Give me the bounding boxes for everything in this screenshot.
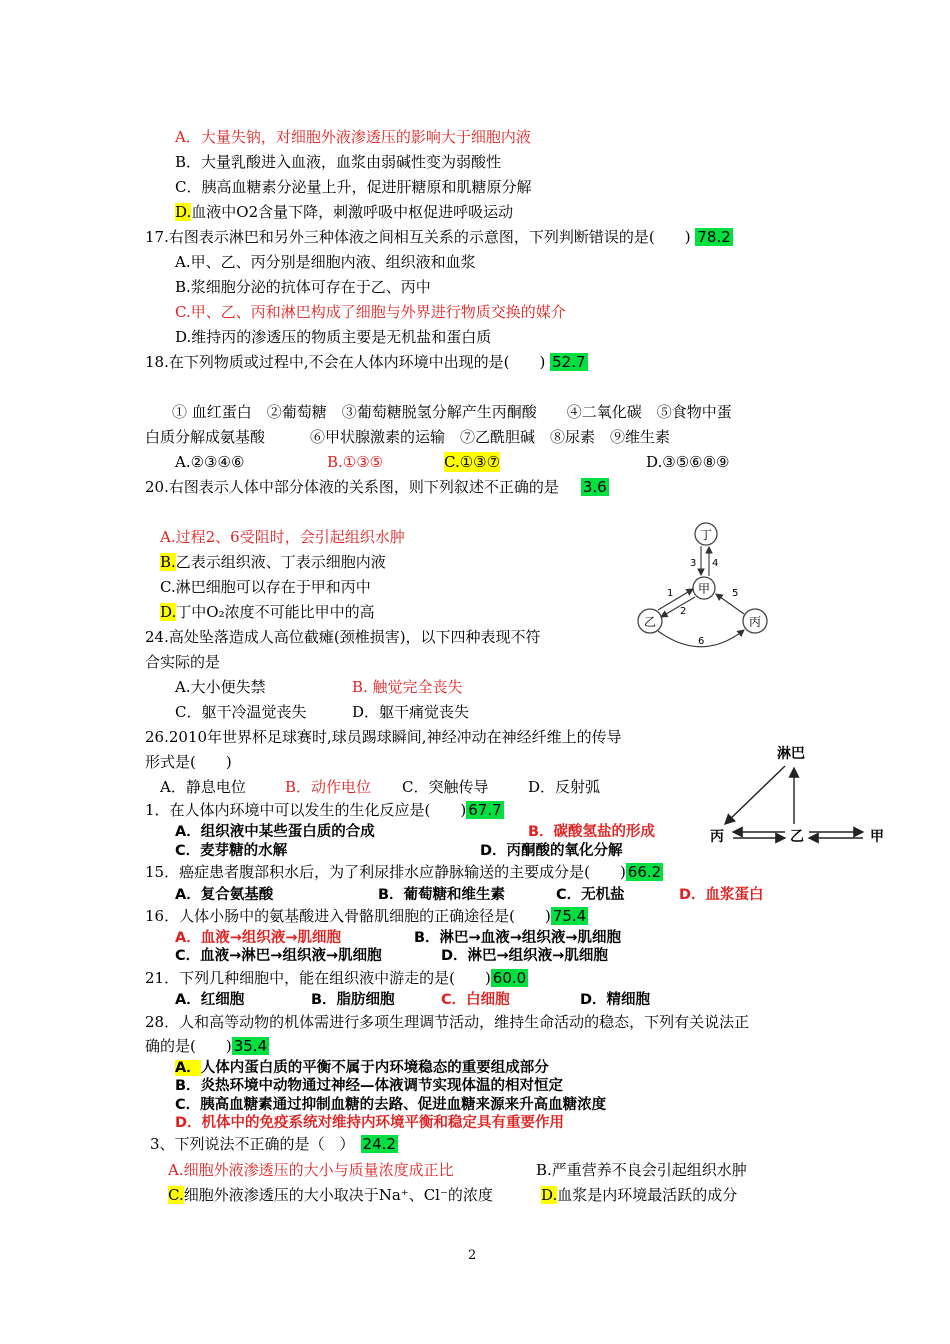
q18-option-b: B.①③⑤: [327, 453, 384, 471]
q3-option-a: A.细胞外液渗透压的大小与质量浓度成正比: [168, 1161, 454, 1179]
q21-stem-text: 21．下列几种细胞中，能在组织液中游走的是( ): [145, 969, 491, 987]
q18-items-line2: 白质分解成氨基酸 ⑥甲状腺激素的运输 ⑦乙酰胆碱 ⑧尿素 ⑨维生素: [145, 428, 671, 446]
q3-score-badge: 24.2: [362, 1135, 396, 1153]
q18-items-line1: ① 血红蛋白 ②葡萄糖 ③葡萄糖脱氢分解产生丙酮酸 ④二氧化碳 ⑤食物中蛋: [172, 403, 732, 421]
q3-option-d-text: 血浆是内环境最活跃的成分: [557, 1186, 738, 1204]
arrow-5: [716, 594, 744, 614]
q26-option-d: D．反射弧: [528, 778, 601, 796]
q3-option-c: [168, 1185, 493, 1205]
node-bing-label: 丙: [748, 615, 762, 629]
q16-option-d: D．淋巴→组织液→肌细胞: [441, 948, 608, 964]
q20-option-a: A.过程2、6受阻时，会引起组织水肿: [160, 528, 405, 546]
q28-stem-line2-text: 确的是( ): [145, 1037, 232, 1055]
q16-option-b: B．淋巴→血液→组织液→肌细胞: [414, 930, 621, 946]
q24-option-a: A.大小便失禁: [175, 678, 266, 696]
q17-stem: [145, 227, 733, 247]
q18-stem: [145, 352, 588, 372]
q28-option-d: D．机体中的免疫系统对维持内环境平衡和稳定具有重要作用: [175, 1115, 565, 1131]
q20-stem: [145, 477, 609, 497]
q18-stem-text: 18.在下列物质或过程中,不会在人体内环境中出现的是( ): [145, 353, 546, 371]
q15-option-d: D．血浆蛋白: [679, 887, 764, 903]
node-bing2-label: 丙: [710, 829, 724, 845]
q15-stem-text: 15．癌症患者腹部积水后，为了利尿排水应静脉输送的主要成分是( ): [145, 863, 626, 881]
q15-stem: [145, 862, 663, 882]
q21-option-b: B．脂肪细胞: [311, 992, 395, 1008]
edge-label-3: 3: [690, 558, 697, 569]
q1-option-a: A．组织液中某些蛋白质的合成: [175, 824, 375, 840]
q16-stem-text: 16．人体小肠中的氨基酸进入骨骼肌细胞的正确途径是( ): [145, 907, 551, 925]
q15-option-b: B．葡萄糖和维生素: [378, 887, 506, 903]
q1-option-d: D．丙酮酸的氧化分解: [480, 843, 623, 859]
body-fluid-diagram: [620, 518, 780, 658]
node-jia2-label: 甲: [870, 829, 884, 845]
q1-option-c: C．麦芽糖的水解: [175, 843, 288, 859]
q28-option-a-letter: A．: [175, 1060, 201, 1076]
q26-option-c: C．突触传导: [402, 778, 489, 796]
q1-stem: [145, 800, 504, 820]
q28-score-badge: 35.4: [233, 1037, 268, 1055]
q3-stem: [150, 1134, 398, 1154]
q20-score-badge: 3.6: [582, 478, 607, 496]
edge-label-4: 4: [712, 558, 719, 569]
q24-option-c: C．躯干冷温觉丧失: [175, 703, 307, 721]
q21-option-c: C．白细胞: [441, 992, 510, 1008]
prev-option-b: B．大量乳酸进入血液，血浆由弱碱性变为弱酸性: [175, 153, 502, 171]
q28-option-b: B．炎热环境中动物通过神经—体液调节实现体温的相对恒定: [175, 1078, 564, 1094]
prev-option-d: [175, 202, 513, 222]
lymph-diagram: [705, 738, 895, 848]
q3-option-d-letter: D.: [541, 1186, 558, 1204]
q18-score-badge: 52.7: [552, 353, 586, 371]
q26-stem-line1: 26.2010年世界杯足球赛时,球员踢球瞬间,神经冲动在神经纤维上的传导: [145, 728, 622, 746]
q3-option-c-letter: C.: [168, 1186, 184, 1204]
q21-stem: [145, 968, 528, 988]
q20-option-d: [160, 602, 375, 622]
node-ding-label: 丁: [699, 528, 713, 542]
q20-option-c: C.淋巴细胞可以存在于甲和丙中: [160, 578, 371, 596]
q17-option-a: A.甲、乙、丙分别是细胞内液、组织液和血浆: [175, 253, 476, 271]
q16-stem: [145, 906, 588, 926]
q26-option-b: B．动作电位: [285, 778, 372, 796]
q20-option-b-text: 乙表示组织液、丁表示细胞内液: [175, 553, 386, 571]
q20-stem-text: 20.右图表示人体中部分体液的关系图，则下列叙述不正确的是: [145, 478, 559, 496]
q24-option-b: B. 触觉完全丧失: [352, 678, 463, 696]
prev-option-d-letter: D.: [175, 203, 192, 221]
node-jia-label: 甲: [697, 582, 711, 596]
node-yi-label: 乙: [643, 615, 657, 629]
q28-option-a-text: 人体内蛋白质的平衡不属于内环境稳态的重要组成部分: [200, 1060, 549, 1076]
q3-stem-text: 3、下列说法不正确的是（ ）: [150, 1135, 355, 1153]
q28-stem-line2: [145, 1036, 269, 1056]
q3-option-d: [541, 1185, 737, 1205]
q20-option-b-letter: B.: [160, 553, 176, 571]
q3-option-c-text: 细胞外液渗透压的大小取决于Na⁺、Cl⁻的浓度: [183, 1186, 493, 1204]
node-yi2-label: 乙: [790, 829, 804, 845]
q28-option-c: C．胰高血糖素通过抑制血糖的去路、促进血糖来源来升高血糖浓度: [175, 1097, 607, 1113]
q28-option-a: [175, 1058, 549, 1078]
q3-option-b: B.严重营养不良会引起组织水肿: [536, 1161, 747, 1179]
q18-option-d: D.③⑤⑥⑧⑨: [646, 453, 730, 471]
node-linba-label: 淋巴: [777, 746, 805, 762]
q20-option-d-letter: D.: [160, 603, 177, 621]
edge-label-1: 1: [667, 588, 674, 599]
q15-option-a: A．复合氨基酸: [175, 887, 274, 903]
q17-option-b: B.浆细胞分泌的抗体可存在于乙、丙中: [175, 278, 431, 296]
q20-option-b: [160, 552, 386, 572]
q16-option-a: A．血液→组织液→肌细胞: [175, 930, 342, 946]
q1-score-badge: 67.7: [468, 801, 502, 819]
q28-stem-line1: 28．人和高等动物的机体需进行多项生理调节活动，维持生命活动的稳态，下列有关说法正: [145, 1013, 750, 1031]
q18-option-c: C.①③⑦: [444, 453, 501, 471]
q15-score-badge: 66.2: [627, 863, 662, 881]
q1-option-b: B．碳酸氢盐的形成: [528, 824, 656, 840]
q15-option-c: C．无机盐: [556, 887, 625, 903]
q17-option-d: D.维持丙的渗透压的物质主要是无机盐和蛋白质: [175, 328, 492, 346]
q17-option-c: C.甲、乙、丙和淋巴构成了细胞与外界进行物质交换的媒介: [175, 303, 566, 321]
edge-label-5: 5: [732, 588, 739, 599]
q24-option-d: D．躯干痛觉丧失: [352, 703, 470, 721]
edge-label-2: 2: [680, 606, 687, 617]
q24-stem-line1: 24.高处坠落造成人高位截瘫(颈椎损害)，以下四种表现不符: [145, 628, 541, 646]
q17-stem-text: 17.右图表示淋巴和另外三种体液之间相互关系的示意图，下列判断错误的是( ): [145, 228, 691, 246]
prev-option-c: C．胰高血糖素分泌量上升，促进肝糖原和肌糖原分解: [175, 178, 532, 196]
arrow-linba-to-bing: [725, 766, 785, 824]
q16-score-badge: 75.4: [552, 907, 587, 925]
q17-score-badge: 78.2: [697, 228, 731, 246]
arrow-2: [661, 597, 695, 617]
q26-stem-line2: 形式是( ): [145, 753, 232, 771]
q24-stem-line2: 合实际的是: [145, 653, 221, 671]
q21-score-badge: 60.0: [492, 969, 527, 987]
arrow-1: [658, 589, 693, 610]
q21-option-a: A．红细胞: [175, 992, 245, 1008]
prev-option-a: A．大量失钠，对细胞外液渗透压的影响大于细胞内液: [175, 128, 531, 146]
page-number: 2: [468, 1248, 477, 1263]
q1-stem-text: 1．在人体内环境中可以发生的生化反应是( ): [145, 801, 467, 819]
q16-option-c: C．血液→淋巴→组织液→肌细胞: [175, 948, 382, 964]
q21-option-d: D．精细胞: [580, 992, 651, 1008]
q26-option-a: A．静息电位: [160, 778, 246, 796]
q18-option-a: A.②③④⑥: [175, 453, 245, 471]
q20-option-d-text: 丁中O₂浓度不可能比甲中的高: [176, 603, 375, 621]
prev-option-d-text: 血液中O2含量下降，刺激呼吸中枢促进呼吸运动: [191, 203, 514, 221]
edge-label-6: 6: [698, 636, 705, 647]
